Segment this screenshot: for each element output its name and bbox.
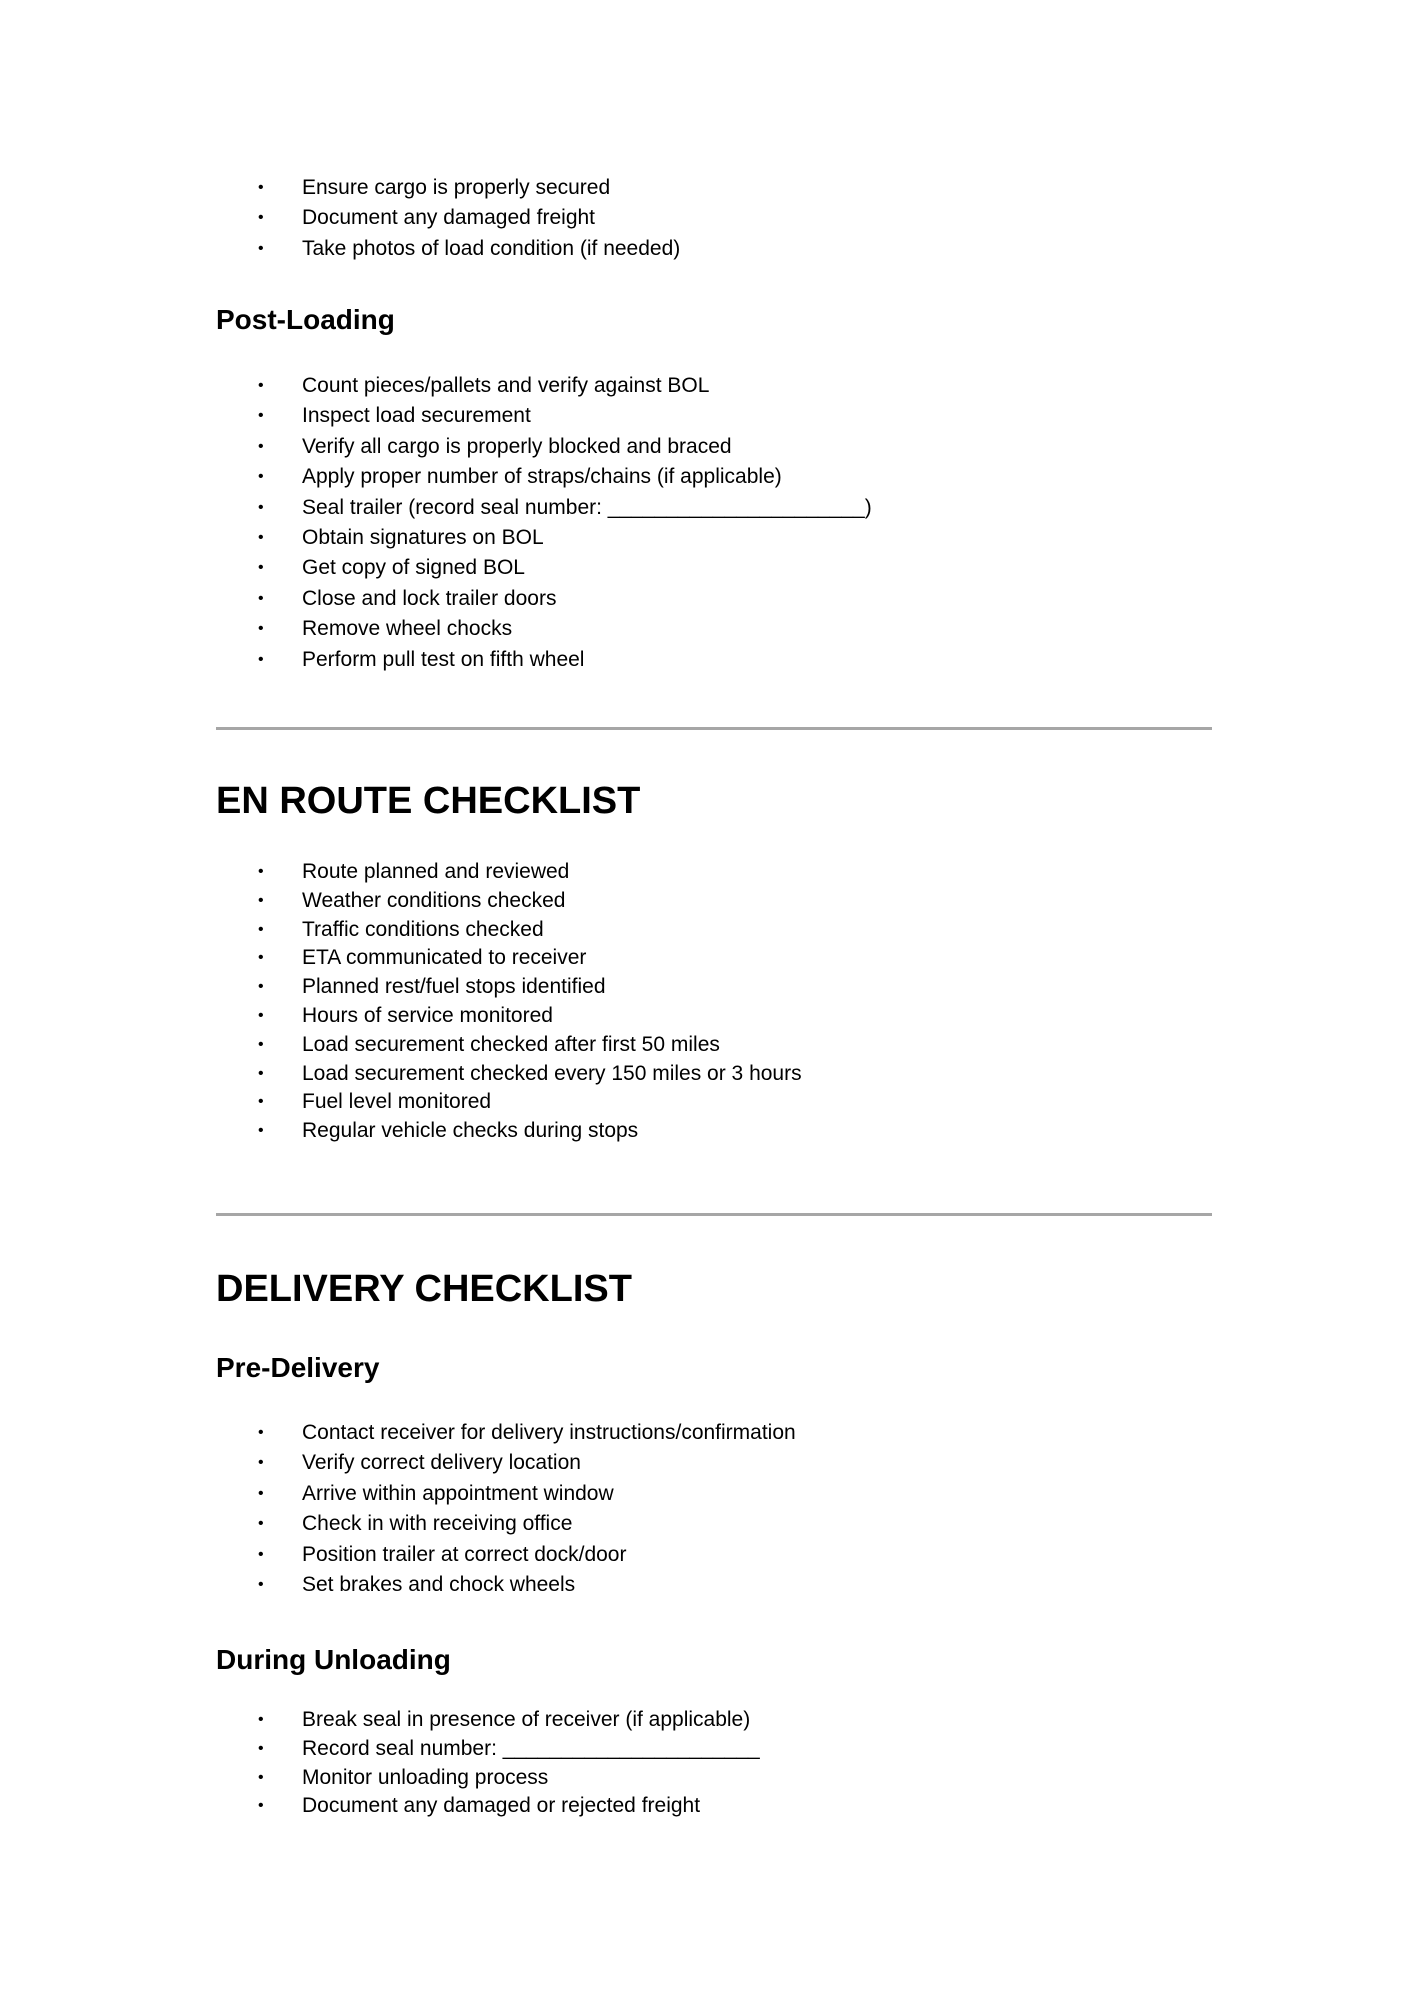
loading-continued-list	[216, 173, 1216, 264]
list-item: • Document any damaged or rejected freight	[216, 1792, 1216, 1821]
list-item: • Take photos of load condition (if needed)	[216, 234, 1216, 264]
list-item: • Obtain signatures on BOL	[216, 523, 1216, 553]
list-item: • Position trailer at correct dock/door	[216, 1540, 1216, 1570]
list-item: • Close and lock trailer doors	[216, 584, 1216, 614]
bullet-icon: •	[258, 239, 264, 257]
bullet-icon: •	[258, 498, 264, 516]
section-divider	[216, 1213, 1212, 1216]
list-item: • Apply proper number of straps/chains (if applicable)	[216, 462, 1216, 492]
bullet-icon: •	[258, 559, 264, 577]
bullet-icon: •	[258, 978, 264, 996]
list-item: • Seal trailer (record seal number: ______________________)	[216, 493, 1216, 523]
list-item: • Verify correct delivery location	[216, 1448, 1216, 1478]
list-item: • Contact receiver for delivery instructions/confirmation	[216, 1418, 1216, 1448]
bullet-icon: •	[258, 1454, 264, 1472]
list-item: • Set brakes and chock wheels	[216, 1570, 1216, 1600]
during-unloading-list	[216, 1706, 1216, 1821]
pre-delivery-list	[216, 1418, 1216, 1600]
bullet-icon: •	[258, 1424, 264, 1441]
bullet-icon: •	[258, 949, 264, 967]
section-divider	[216, 727, 1212, 730]
bullet-icon: •	[258, 1122, 264, 1140]
bullet-icon: •	[258, 650, 264, 668]
bullet-icon: •	[258, 1035, 264, 1053]
list-item: • ETA communicated to receiver	[216, 944, 1216, 973]
list-item: • Perform pull test on fifth wheel	[216, 645, 1216, 675]
list-item: • Load securement checked every 150 miles or 3 hours	[216, 1060, 1216, 1089]
list-item: • Hours of service monitored	[216, 1002, 1216, 1031]
bullet-icon: •	[258, 1575, 264, 1593]
list-item: • Count pieces/pallets and verify against BOL	[216, 371, 1216, 401]
en-route-list	[216, 858, 1216, 1146]
bullet-icon: •	[258, 407, 264, 425]
list-item: • Get copy of signed BOL	[216, 553, 1216, 583]
list-item: • Break seal in presence of receiver (if applicable)	[216, 1706, 1216, 1735]
bullet-icon: •	[258, 620, 264, 638]
list-item: • Document any damaged freight	[216, 203, 1216, 233]
bullet-icon: •	[258, 920, 264, 938]
list-item: • Weather conditions checked	[216, 887, 1216, 916]
bullet-icon: •	[258, 1739, 264, 1757]
bullet-icon: •	[258, 1006, 264, 1024]
bullet-icon: •	[258, 1545, 264, 1563]
bullet-icon: •	[258, 863, 264, 880]
list-item: • Arrive within appointment window	[216, 1479, 1216, 1509]
list-item: • Check in with receiving office	[216, 1509, 1216, 1539]
bullet-icon: •	[258, 1768, 264, 1786]
bullet-icon: •	[258, 1711, 264, 1728]
bullet-icon: •	[258, 1093, 264, 1111]
list-item: • Load securement checked after first 50 miles	[216, 1031, 1216, 1060]
bullet-icon: •	[258, 891, 264, 909]
delivery-heading: DELIVERY CHECKLIST	[216, 1268, 632, 1310]
list-item: • Verify all cargo is properly blocked and braced	[216, 432, 1216, 462]
list-item: • Inspect load securement	[216, 401, 1216, 431]
list-item: • Regular vehicle checks during stops	[216, 1117, 1216, 1146]
bullet-icon: •	[258, 377, 264, 394]
bullet-icon: •	[258, 528, 264, 546]
list-item: • Route planned and reviewed	[216, 858, 1216, 887]
list-item: • Ensure cargo is properly secured	[216, 173, 1216, 203]
list-item: • Remove wheel chocks	[216, 614, 1216, 644]
bullet-icon: •	[258, 1484, 264, 1502]
pre-delivery-heading: Pre-Delivery	[216, 1352, 380, 1383]
list-item: • Traffic conditions checked	[216, 916, 1216, 945]
during-unloading-heading: During Unloading	[216, 1644, 451, 1675]
bullet-icon: •	[258, 1797, 264, 1815]
list-item: • Fuel level monitored	[216, 1088, 1216, 1117]
list-item: • Planned rest/fuel stops identified	[216, 973, 1216, 1002]
list-item: • Monitor unloading process	[216, 1764, 1216, 1793]
bullet-icon: •	[258, 468, 264, 486]
list-item: • Record seal number: ______________________	[216, 1735, 1216, 1764]
bullet-icon: •	[258, 1515, 264, 1533]
bullet-icon: •	[258, 179, 264, 196]
bullet-icon: •	[258, 1064, 264, 1082]
bullet-icon: •	[258, 589, 264, 607]
bullet-icon: •	[258, 209, 264, 227]
post-loading-list	[216, 371, 1216, 675]
bullet-icon: •	[258, 437, 264, 455]
post-loading-heading: Post-Loading	[216, 304, 395, 335]
en-route-heading: EN ROUTE CHECKLIST	[216, 780, 641, 822]
